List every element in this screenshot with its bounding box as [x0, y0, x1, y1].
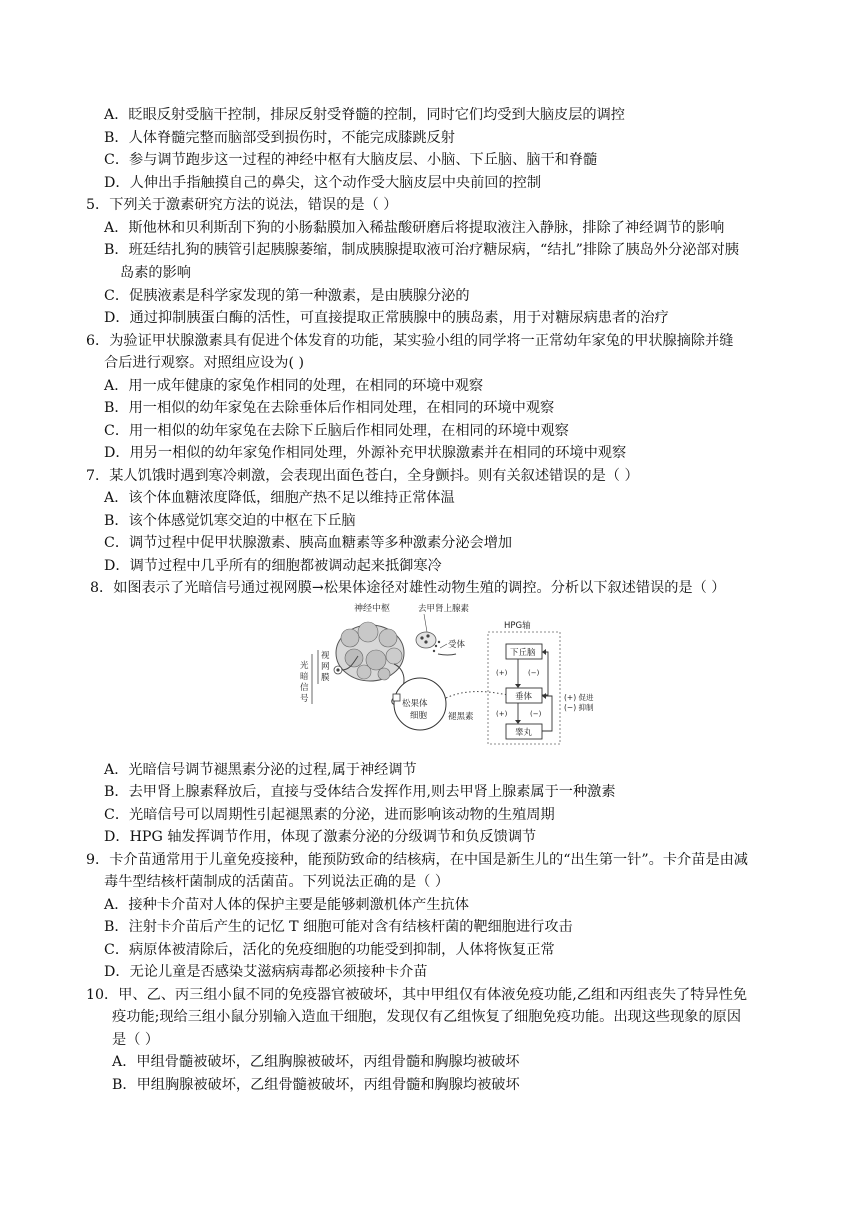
pointer-receptor: [440, 644, 447, 648]
label-nerve-center: 神经中枢: [354, 604, 391, 614]
label-signal-1: 信: [300, 683, 309, 693]
label-plus-1: (+): [496, 669, 508, 677]
q5-option-b-cont: 岛素的影响: [120, 265, 191, 281]
q7-option-a: A．该个体血糖浓度降低，细胞产热不足以维持正常体温: [104, 490, 455, 506]
q8-option-b: B．去甲肾上腺素释放后，直接与受体结合发挥作用,则去甲肾上腺素属于一种激素: [104, 784, 616, 800]
legend-promote: (+) 促进: [564, 693, 594, 702]
q9-option-c: C．病原体被清除后，活化的免疫细胞的功能受到抑制，人体将恢复正常: [104, 942, 555, 958]
feedback-testis-pituitary: [542, 696, 552, 731]
eye-pupil-icon: [336, 668, 339, 671]
arrowhead-feedback-1: [542, 693, 546, 699]
q9-option-d: D．无论儿童是否感染艾滋病病毒都必须接种卡介苗: [104, 964, 428, 980]
label-pineal-2: 细胞: [410, 711, 428, 721]
q8-option-a: A．光暗信号调节褪黑素分泌的过程,属于神经调节: [104, 762, 417, 778]
legend-inhibit: (−) 抑制: [564, 703, 594, 712]
label-retina-3: 膜: [321, 673, 330, 683]
q8-option-c: C．光暗信号可以周期性引起褪黑素的分泌，进而影响该动物的生殖周期: [104, 807, 555, 823]
q6-option-c: C．用一相似的幼年家兔在去除下丘脑后作相同处理，在相同的环境中观察: [104, 423, 569, 439]
q4-option-c: C．参与调节跑步这一过程的神经中枢有大脑皮层、小脑、下丘脑、脑干和脊髓: [104, 152, 598, 168]
q10-stem: 10．甲、乙、丙三组小鼠不同的免疫器官被破坏，其中甲组仅有体液免疫功能,乙组和丙组丧失了特异性免: [86, 987, 748, 1003]
q5-option-d: D．通过抑制胰蛋白酶的活性，可直接提取正常胰腺中的胰岛素，用于对糖尿病患者的治疗: [104, 310, 669, 326]
label-minus-1: (−): [528, 669, 540, 677]
label-pineal-1: 松果体: [402, 699, 428, 709]
pineal-cell-junction: [393, 694, 400, 701]
q10-stem-cont-2: 是（ ）: [112, 1032, 160, 1048]
label-hpg-axis: HPG轴: [504, 621, 531, 631]
q5-stem: 5．下列关于激素研究方法的说法，错误的是（ ）: [86, 197, 398, 213]
arrowhead-pituitary: [515, 684, 521, 688]
pointer-norepinephrine: [424, 614, 427, 632]
q5-option-c: C．促胰液素是科学家发现的第一种激素，是由胰腺分泌的: [104, 288, 470, 304]
melatonin-path: [446, 692, 508, 698]
label-hypothalamus: 下丘脑: [510, 648, 536, 658]
q6-option-d: D．用另一相似的幼年家兔作相同处理，外源补充甲状腺激素并在相同的环境中观察: [104, 445, 627, 461]
arrowhead-feedback-2: [542, 649, 546, 655]
label-melatonin: 褪黑素: [448, 712, 474, 722]
q9-option-b: B．注射卡介苗后产生的记忆 T 细胞可能对含有结核杆菌的靶细胞进行攻击: [104, 919, 573, 935]
q6-stem-cont: 合后进行观察。对照组应设为( ): [104, 355, 305, 371]
q7-option-b: B．该个体感觉饥寒交迫的中枢在下丘脑: [104, 513, 356, 529]
label-dark: 暗: [300, 672, 309, 682]
label-signal-2: 号: [300, 694, 309, 704]
arrowhead-testis: [515, 720, 521, 724]
q5-option-b: B．班廷结扎狗的胰管引起胰腺萎缩，制成胰腺提取液可治疗糖尿病，“结扎”排除了胰岛外分泌部对胰: [104, 242, 739, 258]
label-receptor: 受体: [448, 640, 466, 650]
q4-option-d: D．人伸出手指触摸自己的鼻尖，这个动作受大脑皮层中央前回的控制: [104, 175, 542, 191]
label-retina-1: 视: [321, 651, 330, 661]
q9-option-a: A．接种卡介苗对人体的保护主要是能够刺激机体产生抗体: [104, 897, 469, 913]
pineal-hpg-diagram: [298, 598, 608, 746]
feedback-pituitary-hypothalamus: [542, 652, 548, 695]
q6-stem: 6．为验证甲状腺激素具有促进个体发育的功能，某实验小组的同学将一正常幼年家兔的甲状腺摘除并缝: [86, 333, 734, 349]
q10-option-a: A．甲组骨髓被破坏，乙组胸腺被破坏，丙组骨髓和胸腺均被破坏: [112, 1054, 520, 1070]
receptor-membrane: [438, 654, 456, 655]
q8-stem: 8．如图表示了光暗信号通过视网膜→松果体途径对雄性动物生殖的调控。分析以下叙述错误的是（ ）: [90, 580, 726, 596]
q7-stem: 7．某人饥饿时遇到寒冷刺激，会表现出面色苍白，全身颤抖。则有关叙述错误的是（ ）: [86, 468, 639, 484]
label-minus-2: (−): [530, 710, 542, 718]
q7-option-d: D．调节过程中几乎所有的细胞都被调动起来抵御寒冷: [104, 558, 442, 574]
label-plus-2: (+): [496, 710, 508, 718]
q7-option-c: C．调节过程中促甲状腺激素、胰高血糖素等多种激素分泌会增加: [104, 535, 513, 551]
q10-stem-cont-1: 疫功能;现给三组小鼠分别输入造血干细胞，发现仅有乙组恢复了细胞免疫功能。出现这些现象的原因: [112, 1009, 742, 1025]
q5-option-a: A．斯他林和贝利斯刮下狗的小肠黏膜加入稀盐酸研磨后将提取液注入静脉，排除了神经调节的影响: [104, 220, 725, 236]
q9-stem-cont: 毒牛型结核杆菌制成的活菌苗。下列说法正确的是（ ）: [104, 874, 450, 890]
synapse-terminal: [416, 632, 436, 648]
q4-option-a: A．眨眼反射受脑干控制，排尿反射受脊髓的控制，同时它们均受到大脑皮层的调控: [104, 107, 625, 123]
q10-option-b: B．甲组胸腺被破坏，乙组骨髓被破坏，丙组骨髓和胸腺均被破坏: [112, 1077, 520, 1093]
q8-option-d: D．HPG 轴发挥调节作用，体现了激素分泌的分级调节和负反馈调节: [104, 829, 537, 845]
q4-option-b: B．人体脊髓完整而脑部受到损伤时，不能完成膝跳反射: [104, 130, 455, 146]
label-testis: 睾丸: [515, 728, 533, 738]
label-pituitary: 垂体: [515, 692, 533, 702]
q6-option-b: B．用一相似的幼年家兔在去除垂体后作相同处理，在相同的环境中观察: [104, 400, 555, 416]
brain-illustration: [336, 622, 404, 681]
label-retina-2: 网: [321, 662, 330, 672]
label-norepinephrine: 去甲肾上腺素: [418, 604, 470, 614]
q9-stem: 9．卡介苗通常用于儿童免疫接种，能预防致命的结核病，在中国是新生儿的“出生第一针”。卡介苗是由减: [86, 852, 748, 868]
q6-option-a: A．用一成年健康的家兔作相同的处理，在相同的环境中观察: [104, 378, 484, 394]
label-light: 光: [300, 661, 309, 671]
